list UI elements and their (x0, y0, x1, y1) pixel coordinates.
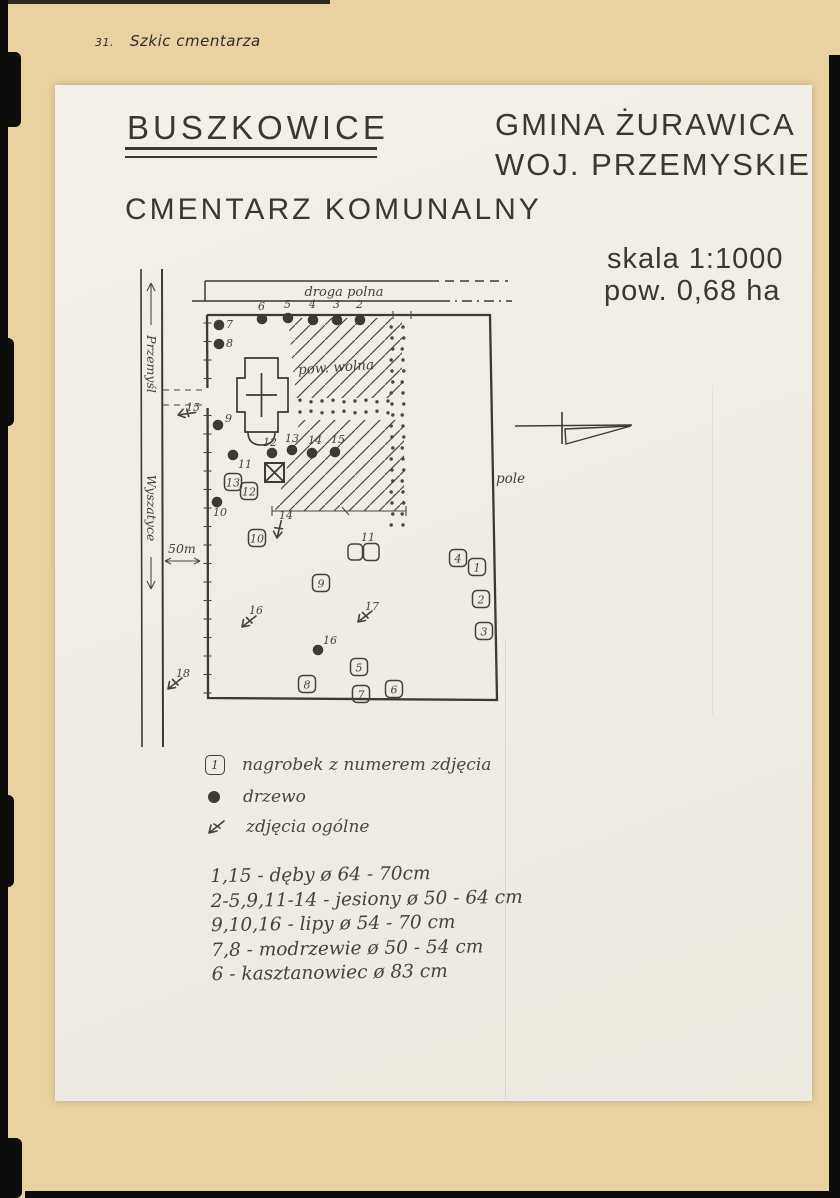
area-note: pow. 0,68 ha (604, 275, 781, 307)
camera-arrow-icon (270, 521, 288, 538)
tree-dot-symbol (208, 791, 220, 803)
tree-number: 15 (331, 433, 345, 446)
grave-number: 4 (454, 552, 462, 566)
tree-marker (257, 314, 268, 325)
tree-marker (213, 420, 224, 431)
scan-edge-bottom (25, 1191, 840, 1198)
grave-number: 5 (355, 661, 363, 675)
free-area-label: pow. wolna (297, 356, 375, 379)
chapel (237, 358, 288, 445)
tree-number: 3 (333, 298, 340, 311)
tree-list-line: 2-5,9,11-14 - jesiony ø 50 - 64 cm (210, 886, 523, 912)
tree-number: 13 (285, 432, 299, 445)
scan-blot (0, 1138, 22, 1198)
tree-number: 14 (308, 434, 322, 447)
tree-marker (355, 315, 366, 326)
tree-number: 9 (225, 412, 232, 425)
legend-row-photos (205, 817, 369, 837)
caption-number: 31. (95, 36, 114, 49)
grave-box-symbol: 1 (205, 755, 225, 775)
grave-number: 12 (242, 485, 256, 499)
double-grave-marker (348, 544, 363, 560)
voivodeship-line: WOJ. PRZEMYSKIE (495, 147, 811, 182)
camera-number: 14 (279, 509, 293, 522)
sheet-caption (95, 32, 261, 50)
north-road-arrow (147, 283, 155, 325)
road-label-droga-polna: droga polna (304, 285, 384, 300)
double-grave-marker (364, 544, 380, 561)
grave-number: 9 (317, 577, 325, 591)
legend-label: drzewo (243, 787, 306, 807)
scan-blot (0, 52, 21, 127)
legend-row-grave (205, 755, 491, 775)
camera-number: 17 (365, 600, 379, 613)
crossed-box-symbol (265, 463, 284, 482)
grave-number: 8 (303, 678, 311, 692)
scale-bar-label: 50m (168, 541, 196, 556)
south-road-arrow (147, 557, 155, 589)
camera-number: 16 (249, 604, 263, 617)
tree-number: 10 (213, 506, 227, 519)
grave-number: 7 (357, 688, 365, 702)
grave-number: 10 (250, 532, 264, 546)
tree-list-line: 9,10,16 - lipy ø 54 - 70 cm (210, 911, 456, 937)
north-arrow (515, 412, 632, 444)
tree-marker (267, 448, 278, 459)
grave-number: 3 (480, 625, 488, 639)
grave-number: 6 (390, 683, 398, 697)
tree-number: 11 (238, 458, 252, 471)
gmina-line: GMINA ŻURAWICA (495, 107, 796, 142)
legend-label: nagrobek z numerem zdjęcia (242, 755, 492, 775)
tree-marker (307, 448, 318, 459)
tree-number: 16 (323, 634, 337, 647)
scan-blot (0, 338, 14, 426)
tree-marker (214, 339, 225, 350)
scan-edge-top (0, 0, 330, 4)
locality-title: BUSZKOWICE (127, 109, 389, 146)
fence-ticks (204, 323, 212, 693)
road-label-wyszatyce: Wyszatyce (144, 474, 159, 542)
tree-marker (332, 315, 343, 326)
tree-number: 4 (309, 298, 316, 311)
title-underline (125, 147, 377, 158)
grave-number: 2 (477, 593, 485, 607)
tree-marker (308, 315, 319, 326)
tree-list-line: 7,8 - modrzewie ø 50 - 54 cm (211, 935, 484, 961)
road-label-przemysl: Przemyśl (144, 335, 159, 393)
tree-number: 5 (284, 298, 291, 311)
cemetery-subtitle: CMENTARZ KOMUNALNY (125, 193, 542, 226)
tree-number: 6 (258, 300, 265, 313)
tree-number: 12 (263, 436, 277, 449)
tree-inventory-list (210, 861, 524, 988)
tree-marker (283, 313, 294, 324)
camera-arrow-icon (242, 616, 256, 627)
tree-marker (313, 645, 324, 656)
grave-number: 1 (473, 561, 481, 575)
tree-marker (214, 320, 225, 331)
tree-number: 7 (226, 318, 233, 331)
scale-bar-arrow (165, 558, 200, 564)
tree-marker (287, 445, 298, 456)
tree-marker (330, 447, 341, 458)
tree-number: 8 (226, 337, 233, 350)
camera-number: 15 (186, 401, 200, 414)
scan-edge-left (0, 0, 8, 1198)
tree-list-line: 1,15 - dęby ø 64 - 70cm (210, 863, 431, 888)
caption-title: Szkic cmentarza (130, 32, 261, 50)
grave-number: 11 (361, 531, 375, 544)
photocopy-page (55, 85, 812, 1101)
camera-arrow-icon (205, 817, 229, 837)
camera-number: 18 (176, 667, 190, 680)
legend-row-tree (205, 787, 306, 807)
tree-list-line: 6 - kasztanowiec ø 83 cm (211, 960, 448, 986)
scan-blot (0, 795, 14, 887)
grave-number: 13 (226, 476, 240, 490)
tree-number: 2 (356, 298, 363, 311)
scale-note: skala 1:1000 (607, 243, 784, 275)
paper-crease (712, 385, 713, 715)
field-label: pole (496, 471, 526, 487)
cross-icon (246, 373, 277, 417)
cemetery-sketch-map (130, 265, 660, 750)
scan-edge-right (829, 55, 840, 1198)
tree-marker (228, 450, 239, 461)
legend-label: zdjęcia ogólne (246, 817, 370, 837)
